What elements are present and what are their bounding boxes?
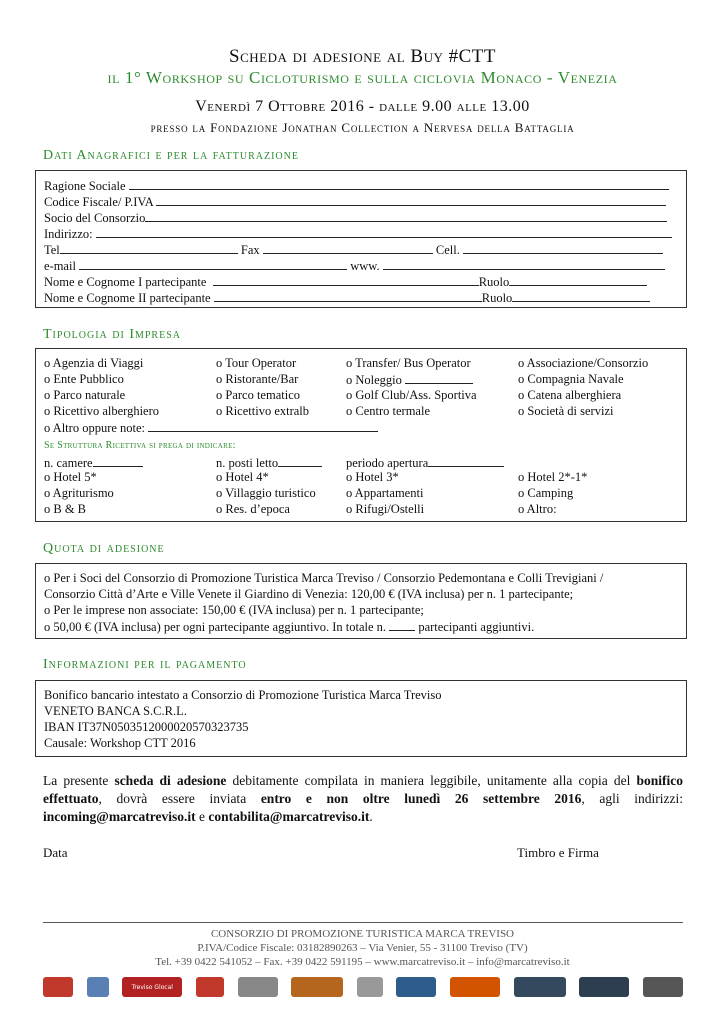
field-camere[interactable]: n. camere bbox=[44, 455, 143, 471]
struttura-ricettiva-note: Se Struttura Ricettiva si prega di indicare: bbox=[44, 440, 236, 451]
data-label: Data bbox=[43, 845, 68, 860]
logo-veneto bbox=[396, 977, 436, 997]
option-parco-naturale[interactable]: o Parco naturale bbox=[44, 388, 126, 402]
tipologia-box bbox=[35, 348, 687, 522]
email-incoming[interactable]: incoming@marcatreviso.it bbox=[43, 809, 196, 824]
logo-treviso-glocal: Treviso Glocal bbox=[122, 977, 182, 997]
option-hotel-5[interactable]: o Hotel 5* bbox=[44, 470, 97, 484]
field-socio[interactable]: Socio del Consorzio bbox=[44, 210, 667, 226]
email-contabilita[interactable]: contabilita@marcatreviso.it bbox=[208, 809, 370, 824]
quota-box bbox=[35, 563, 687, 639]
option-associazione[interactable]: o Associazione/Consorzio bbox=[518, 356, 649, 370]
option-compagnia-navale[interactable]: o Compagnia Navale bbox=[518, 372, 624, 386]
dati-box bbox=[35, 170, 687, 308]
field-ragione-sociale[interactable]: Ragione Sociale bbox=[44, 178, 669, 194]
logo-2 bbox=[87, 977, 109, 997]
option-altro-ricettivo[interactable]: o Altro: bbox=[518, 502, 557, 516]
option-altro-note[interactable]: o Altro oppure note: bbox=[44, 420, 378, 436]
event-location: presso la Fondazione Jonathan Collection a Nervesa della Battaglia bbox=[150, 120, 575, 135]
quota-non-associate[interactable]: o Per le imprese non associate: 150,00 € (IVA inclusa) per n. 1 partecipante; bbox=[44, 603, 424, 617]
option-centro-termale[interactable]: o Centro termale bbox=[346, 404, 430, 418]
option-ricettivo-extralb[interactable]: o Ricettivo extralb bbox=[216, 404, 310, 418]
option-ente-pubblico[interactable]: o Ente Pubblico bbox=[44, 372, 124, 386]
logo-1 bbox=[43, 977, 73, 997]
field-partecipante-2[interactable]: Nome e Cognome II partecipante Ruolo bbox=[44, 290, 650, 306]
option-catena-alberghiera[interactable]: o Catena alberghiera bbox=[518, 388, 622, 402]
option-villaggio-turistico[interactable]: o Villaggio turistico bbox=[216, 486, 316, 500]
option-bb[interactable]: o B & B bbox=[44, 502, 87, 516]
section-heading-dati: Dati Anagrafici e per la fatturazione bbox=[43, 148, 299, 163]
quota-aggiuntivo[interactable]: o 50,00 € (IVA inclusa) per ogni partecipante aggiuntivo. In totale n. partecipanti aggiuntivi. bbox=[44, 620, 535, 634]
logo-7 bbox=[357, 977, 383, 997]
logo-pedemontana bbox=[291, 977, 343, 997]
option-hotel-2-1[interactable]: o Hotel 2*-1* bbox=[518, 470, 588, 484]
footer-org: CONSORZIO DI PROMOZIONE TURISTICA MARCA TREVISO bbox=[210, 928, 515, 940]
field-partecipante-1[interactable]: Nome e Cognome I partecipante Ruolo bbox=[44, 274, 647, 290]
section-heading-pagamento: Informazioni per il pagamento bbox=[43, 657, 247, 672]
logo-confcommercio bbox=[514, 977, 566, 997]
logo-confartigianato bbox=[579, 977, 629, 997]
form-title: Scheda di adesione al Buy #CTT bbox=[229, 46, 496, 67]
option-parco-tematico[interactable]: o Parco tematico bbox=[216, 388, 300, 402]
option-res-epoca[interactable]: o Res. d’epoca bbox=[216, 502, 290, 516]
logo-provincia-treviso bbox=[450, 977, 500, 997]
option-transfer-bus[interactable]: o Transfer/ Bus Operator bbox=[346, 356, 471, 370]
bonifico-intestatario: Bonifico bancario intestato a Consorzio di Promozione Turistica Marca Treviso bbox=[44, 688, 442, 702]
pagamento-box bbox=[35, 680, 687, 757]
field-indirizzo[interactable]: Indirizzo: bbox=[44, 226, 672, 242]
option-hotel-4[interactable]: o Hotel 4* bbox=[216, 470, 269, 484]
option-agriturismo[interactable]: o Agriturismo bbox=[44, 486, 114, 500]
field-codice-fiscale[interactable]: Codice Fiscale/ P.IVA bbox=[44, 194, 666, 210]
option-societa-servizi[interactable]: o Società di servizi bbox=[518, 404, 614, 418]
iban: IBAN IT37N0503512000020570323735 bbox=[44, 720, 249, 734]
option-camping[interactable]: o Camping bbox=[518, 486, 574, 500]
field-email-www[interactable]: e-mail www. bbox=[44, 258, 665, 274]
quota-soci-line1[interactable]: o Per i Soci del Consorzio di Promozione Turistica Marca Treviso / Consorzio Pedemontana e Colli Trevigiani / bbox=[44, 571, 604, 585]
logo-4 bbox=[196, 977, 224, 997]
submission-note: La presente scheda di adesione debitamente compilata in maniera leggibile, unitamente alla copia del bonifico effettuato, dovrà essere inviata entro e non oltre lunedì 26 settembre 2016, agli indirizzi: incoming@marcatreviso.it e contabilita@marcatreviso.it. bbox=[43, 773, 684, 824]
partner-logos bbox=[43, 972, 683, 1002]
option-ristorante[interactable]: o Ristorante/Bar bbox=[216, 372, 299, 386]
section-heading-tipologia: Tipologia di Impresa bbox=[43, 327, 181, 342]
option-tour-operator[interactable]: o Tour Operator bbox=[216, 356, 297, 370]
banca: VENETO BANCA S.C.R.L. bbox=[44, 704, 187, 718]
footer-divider bbox=[43, 922, 683, 923]
workshop-title: il 1° Workshop su Cicloturismo e sulla ciclovia Monaco - Venezia bbox=[107, 68, 618, 87]
field-posti-letto[interactable]: n. posti letto bbox=[216, 455, 322, 471]
field-periodo-apertura[interactable]: periodo apertura bbox=[346, 455, 504, 471]
quota-soci-line2: Consorzio Città d’Arte e Ville Venete il Giardino di Venezia: 120,00 € (IVA inclusa) per n. 1 partecipante; bbox=[44, 587, 574, 601]
option-hotel-3[interactable]: o Hotel 3* bbox=[346, 470, 399, 484]
option-noleggio[interactable]: o Noleggio bbox=[346, 372, 473, 388]
causale: Causale: Workshop CTT 2016 bbox=[44, 736, 196, 750]
logo-camera-commercio bbox=[238, 977, 278, 997]
option-agenzia-viaggi[interactable]: o Agenzia di Viaggi bbox=[44, 356, 144, 370]
field-tel-fax-cell[interactable]: Tel Fax Cell. bbox=[44, 242, 663, 258]
option-ricettivo-alberghiero[interactable]: o Ricettivo alberghiero bbox=[44, 404, 160, 418]
section-heading-quota: Quota di adesione bbox=[43, 541, 165, 556]
footer-address: P.IVA/Codice Fiscale: 03182890263 – Via Venier, 55 - 31100 Treviso (TV) bbox=[197, 942, 528, 954]
logo-universita bbox=[643, 977, 683, 997]
option-rifugi-ostelli[interactable]: o Rifugi/Ostelli bbox=[346, 502, 425, 516]
option-golf-club[interactable]: o Golf Club/Ass. Sportiva bbox=[346, 388, 477, 402]
event-date: Venerdì 7 Ottobre 2016 - dalle 9.00 alle 13.00 bbox=[195, 98, 530, 115]
timbro-firma-label: Timbro e Firma bbox=[517, 845, 599, 860]
option-appartamenti[interactable]: o Appartamenti bbox=[346, 486, 424, 500]
footer-contacts: Tel. +39 0422 541052 – Fax. +39 0422 591195 – www.marcatreviso.it – info@marcatreviso.it bbox=[155, 956, 570, 968]
